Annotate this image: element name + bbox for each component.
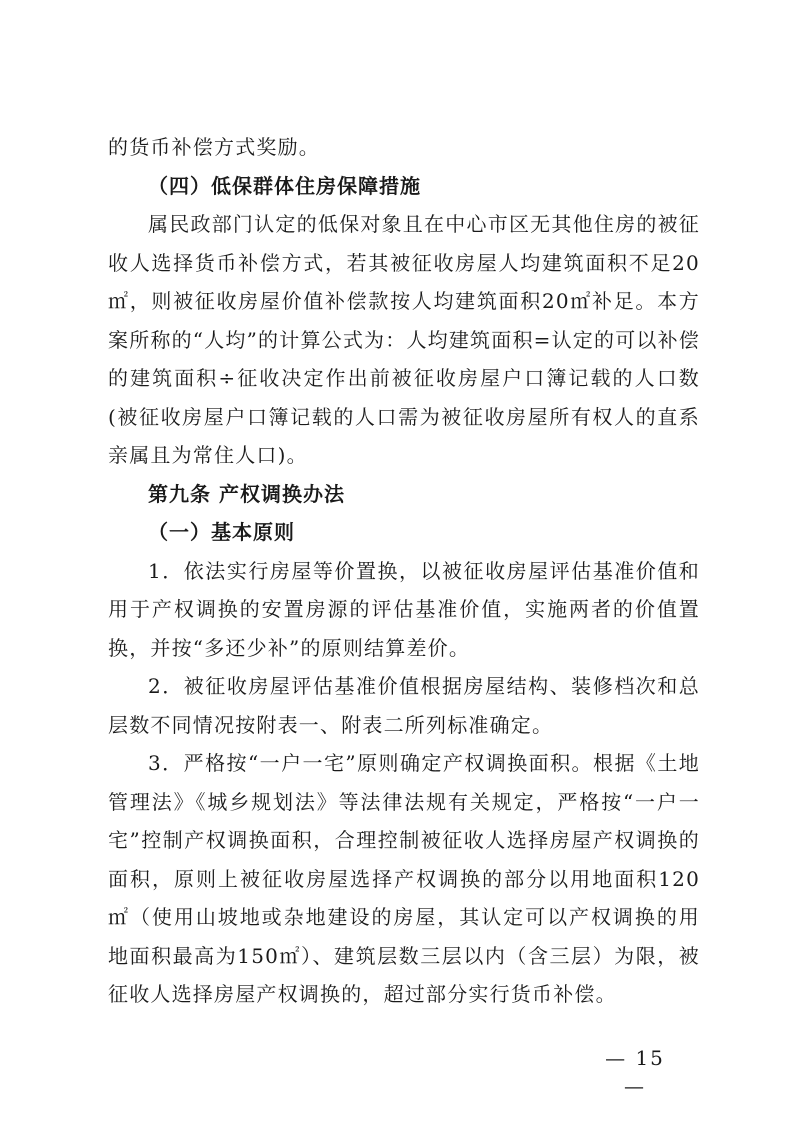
paragraph-principle-3: 3．严格按“一户一宅”原则确定产权调换面积。根据《土地管理法》《城乡规划法》等法律法规有关规定，严格按“一户一宅”控制产权调换面积，合理控制被征收人选择房屋产权调换的面积，原则上被征收房屋选择产权调换的部分以用地面积120㎡（使用山坡地或杂地建设的房屋，其认定可以产权调换的用地面积最高为150㎡）、建筑层数三层以内（含三层）为限，被征收人选择房屋产权调换的，超过部分实行货币补偿。 [108,751,700,1006]
paragraph-principle-1: 1．依法实行房屋等价置换，以被征收房屋评估基准价值和用于产权调换的安置房源的评估基准价值，实施两者的价值置换，并按“多还少补”的原则结算差价。 [108,558,700,660]
section-heading-basic-principles: （一）基本原则 [148,520,295,544]
page-number: — 15 — [605,1046,665,1098]
article-heading-property-exchange: 第九条 产权调换办法 [148,481,345,506]
section-heading-low-income-housing: （四）低保群体住房保障措施 [148,173,421,198]
paragraph-compensation-reward: 的货币补偿方式奖励。 [108,135,320,159]
paragraph-low-income-measures: 属民政部门认定的低保对象且在中心市区无其他住房的被征收人选择货币补偿方式，若其被征收房屋人均建筑面积不足20㎡，则被征收房屋价值补偿款按人均建筑面积20㎡补足。本方案所称的“人均”的计算公式为：人均建筑面积=认定的可以补偿的建筑面积÷征收决定作出前被征收房屋户口簿记载的人口数(被征收房屋户口簿记载的人口需为被征收房屋所有权人的直系亲属且为常住人口)。 [108,212,701,467]
document-body [108,128,700,1014]
paragraph-principle-2: 2．被征收房屋评估基准价值根据房屋结构、装修档次和总层数不同情况按附表一、附表二所列标准确定。 [108,674,700,737]
